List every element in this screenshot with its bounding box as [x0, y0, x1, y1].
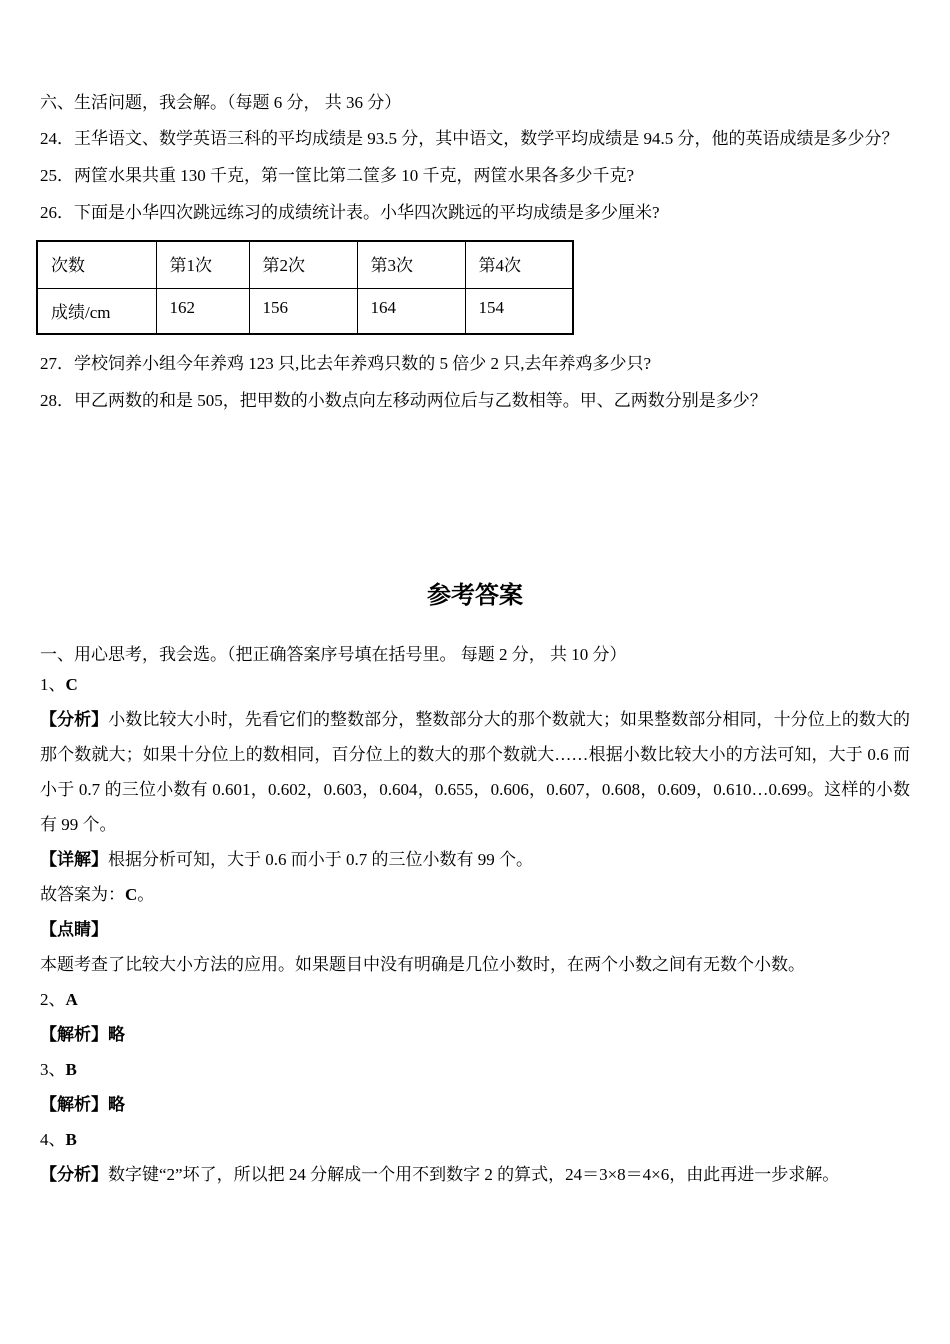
- table-row-label-cell: 成绩/cm: [37, 288, 156, 334]
- answer-text: 4、: [40, 1130, 66, 1149]
- answer-tip-label-1: [40, 912, 910, 947]
- answer-tip-text-1: [40, 947, 910, 982]
- answer-text: 2、: [40, 990, 66, 1009]
- table-value-cell: 164: [357, 288, 465, 334]
- answer-line-3b: [40, 1052, 910, 1087]
- answer-letter: A: [65, 990, 78, 1009]
- answer-text: 故答案为：: [40, 885, 125, 904]
- table-header-cell: 次数: [37, 241, 156, 288]
- table-data-row: [37, 288, 573, 334]
- answer-letter: B: [65, 1060, 77, 1079]
- answer-line-1c: [40, 667, 910, 702]
- question-27: 27．学校饲养小组今年养鸡 123 只,比去年养鸡只数的 5 倍少 2 只,去年养鸡多少只?: [40, 354, 652, 373]
- section-six-life-problems: [40, 90, 910, 419]
- table-header-cell: 第3次: [357, 241, 465, 288]
- answer-detail-1: [40, 842, 910, 877]
- answer-label: 【解析】略: [40, 1095, 125, 1114]
- answer-analysis-4: [40, 1157, 910, 1192]
- section-six-heading: 六、生活问题，我会解。（每题 6 分， 共 36 分）: [40, 93, 402, 112]
- answer-text: 本题考查了比较大小方法的应用。如果题目中没有明确是几位小数时，在两个小数之间有无数个小数。: [40, 955, 805, 974]
- answer-label: 【点睛】: [40, 920, 108, 939]
- answer-text: 3、: [40, 1060, 66, 1079]
- table-header-cell: 第4次: [465, 241, 573, 288]
- table-value-cell: 154: [465, 288, 573, 334]
- answer-label: 【解析】略: [40, 1025, 125, 1044]
- answer-text: 数字键“2”坏了，所以把 24 分解成一个用不到数字 2 的算式，24＝3×8＝4×6，由此再进一步求解。: [108, 1165, 840, 1184]
- table-header-cell: 第1次: [156, 241, 249, 288]
- answer-line-4b: [40, 1122, 910, 1157]
- answer-text: 。: [137, 885, 155, 904]
- answer-analysis-1: [40, 702, 910, 842]
- answers-section-one-heading: 一、用心思考，我会选。（把正确答案序号填在括号里。 每题 2 分， 共 10 分）: [40, 645, 627, 664]
- table-header-cell: 第2次: [249, 241, 357, 288]
- answer-text: 小数比较大小时，先看它们的整数部分，整数部分大的那个数就大；如果整数部分相同，十分位上的数大的那个数就大；如果十分位上的数相同，百分位上的数大的那个数就大……根据小数比较大小的方法可知，大于 0.6 而小于 0.7 的三位小数有 0.601，0.602，0.603，0.604，0.655，0.606，0.607，0.608，0.609，0.610…0.699。这样的小数有 99 个。: [40, 710, 911, 834]
- answer-label: 【详解】: [40, 850, 108, 869]
- answer-letter: C: [65, 675, 78, 694]
- question-24: 24．王华语文、数学英语三科的平均成绩是 93.5 分，其中语文，数学平均成绩是 94.5 分，他的英语成绩是多少分？: [40, 129, 899, 148]
- answer-text: 1、: [40, 675, 66, 694]
- answer-label: 【分析】: [40, 1165, 108, 1184]
- table-header-row: [37, 241, 573, 288]
- question-25: 25．两筐水果共重 130 千克，第一筐比第二筐多 10 千克，两筐水果各多少千克?: [40, 166, 635, 185]
- answer-letter: C: [125, 885, 138, 904]
- answers-section: [40, 643, 910, 1192]
- jump-results-table: [36, 240, 574, 335]
- answer-letter: B: [65, 1130, 77, 1149]
- question-26: 26．下面是小华四次跳远练习的成绩统计表。小华四次跳远的平均成绩是多少厘米?: [40, 203, 660, 222]
- answer-label: 【分析】: [40, 710, 109, 729]
- question-28: 28．甲乙两数的和是 505，把甲数的小数点向左移动两位后与乙数相等。甲、乙两数分别是多少？: [40, 391, 767, 410]
- answer-conclusion-1: [40, 877, 910, 912]
- answer-line-2a: [40, 982, 910, 1017]
- answer-analysis-2: [40, 1017, 910, 1052]
- table-value-cell: 162: [156, 288, 249, 334]
- table-value-cell: 156: [249, 288, 357, 334]
- answers-title: 参考答案: [427, 582, 523, 609]
- answer-analysis-3: [40, 1087, 910, 1122]
- answer-text: 根据分析可知，大于 0.6 而小于 0.7 的三位小数有 99 个。: [108, 850, 533, 869]
